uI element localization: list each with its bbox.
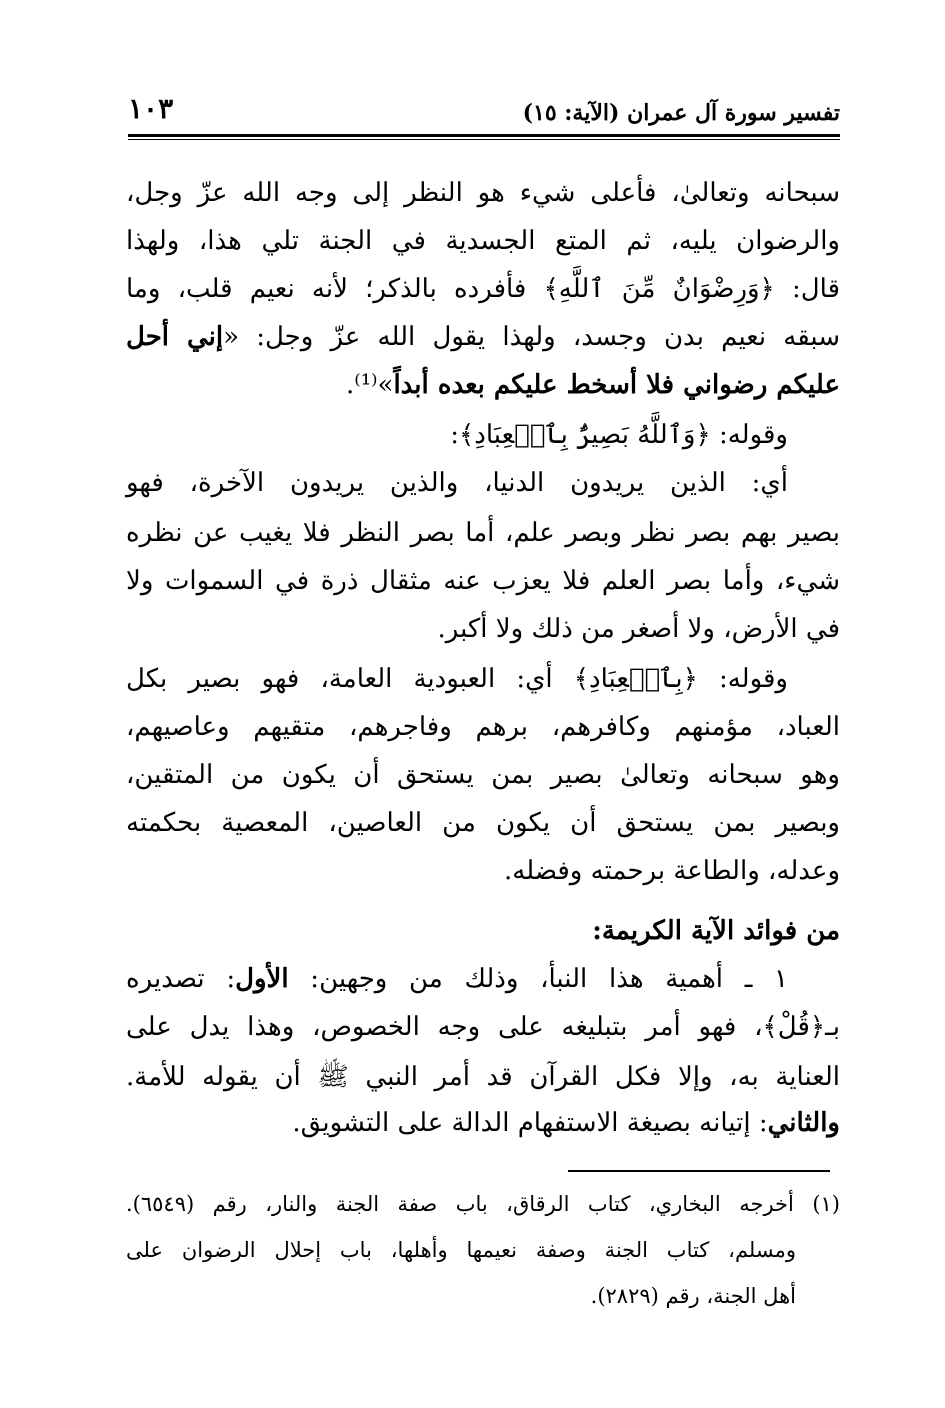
text-line	[126, 322, 840, 370]
text-line: العباد، مؤمنهم وكافرهم، برهم وفاجرهم، متقيهم وعاصيهم،	[126, 712, 840, 742]
text-run: :	[450, 420, 459, 450]
text-line	[126, 664, 840, 712]
bold-term: الأول	[235, 964, 289, 994]
text-run: قال:	[774, 274, 840, 304]
footnote-line	[126, 1192, 840, 1232]
section-heading: من فوائد الآية الكريمة:	[592, 916, 840, 946]
text-line: وعدله، والطاعة برحمته وفضله.	[504, 856, 840, 886]
text-run: بـ	[825, 1012, 840, 1042]
quran-quote: ﴿وَٱللَّهُ بَصِيرٌۢ بِٱلۡعِبَادِ﴾	[459, 420, 711, 450]
text-line	[126, 1012, 840, 1060]
page-header	[128, 92, 840, 132]
text-run: وقوله:	[697, 664, 788, 694]
text-line	[126, 964, 840, 1012]
footnote-text: أخرجه البخاري، كتاب الرقاق، باب صفة الجنة والنار، رقم (٦٥٤٩).	[126, 1192, 794, 1216]
text-run: ١ ـ أهمية هذا النبأ، وذلك من وجهين:	[288, 964, 788, 994]
text-line: والرضوان يليه، ثم المتع الجسدية في الجنة تلي هذا، ولهذا	[126, 226, 840, 256]
text-run: : تصديره	[126, 964, 236, 994]
hadith-quote: إني أحل	[126, 322, 224, 352]
text-line: شيء، وأما بصر العلم فلا يعزب عنه مثقال ذرة في السموات ولا	[126, 566, 840, 596]
text-run: سبقه نعيم بدن وجسد، ولهذا يقول الله عزّ وجل: «	[223, 322, 840, 352]
footnote-marker: (١)	[812, 1192, 840, 1216]
text-line: سبحانه وتعالىٰ، فأعلى شيء هو النظر إلى وجه الله عزّ وجل،	[126, 178, 840, 208]
quran-quote: ﴿وَرِضْوَانٌ مِّنَ ٱللَّهِ﴾	[543, 274, 775, 304]
text-run: ، فهو أمر بتبليغه على وجه الخصوص، وهذا يدل على	[126, 1012, 763, 1042]
text-line: وهو سبحانه وتعالىٰ بصير بمن يستحق أن يكون من المتقين،	[126, 760, 840, 790]
text-line: في الأرض، ولا أصغر من ذلك ولا أكبر.	[437, 614, 840, 644]
hadith-quote: عليكم رضواني فلا أسخط عليكم بعده أبداً	[393, 370, 840, 400]
page-number: ١٠٣	[128, 92, 174, 125]
text-line	[126, 420, 840, 468]
text-run: : إتيانه بصيغة الاستفهام الدالة على التشويق.	[292, 1108, 768, 1138]
running-title: تفسير سورة آل عمران (الآية: ١٥)	[522, 100, 840, 126]
text-line: وبصير بمن يستحق أن يكون من العاصين، المعصية بحكمته	[126, 808, 840, 838]
header-rule-thick	[128, 134, 840, 137]
footnote-line: أهل الجنة، رقم (٢٨٢٩).	[590, 1284, 796, 1308]
text-line: العناية به، وإلا فكل القرآن قد أمر النبي ﷺ أن يقوله للأمة.	[126, 1062, 840, 1092]
quran-quote: ﴿بِٱلۡعِبَادِ﴾	[573, 664, 698, 694]
footnote-ref: »⁽¹⁾.	[346, 370, 394, 400]
bold-term: والثاني	[767, 1108, 840, 1138]
footnote-line: ومسلم، كتاب الجنة وصفة نعيمها وأهلها، باب إحلال الرضوان على	[126, 1238, 796, 1262]
text-run: أي: العبودية العامة، فهو بصير بكل	[126, 664, 574, 694]
header-rule-thin	[128, 139, 840, 140]
text-run: وقوله:	[710, 420, 788, 450]
text-line: بصير بهم بصر نظر وبصر علم، أما بصر النظر فلا يغيب عن نظره	[126, 518, 840, 548]
text-line	[126, 274, 840, 322]
text-run: فأفرده بالذكر؛ لأنه نعيم قلب، وما	[126, 274, 544, 304]
footnote-separator	[568, 1170, 830, 1172]
quran-quote: ﴿قُلْ﴾	[762, 1012, 826, 1042]
text-line: أي: الذين يريدون الدنيا، والذين يريدون الآخرة، فهو	[126, 468, 788, 498]
text-line	[126, 370, 840, 418]
text-line	[126, 1108, 840, 1156]
